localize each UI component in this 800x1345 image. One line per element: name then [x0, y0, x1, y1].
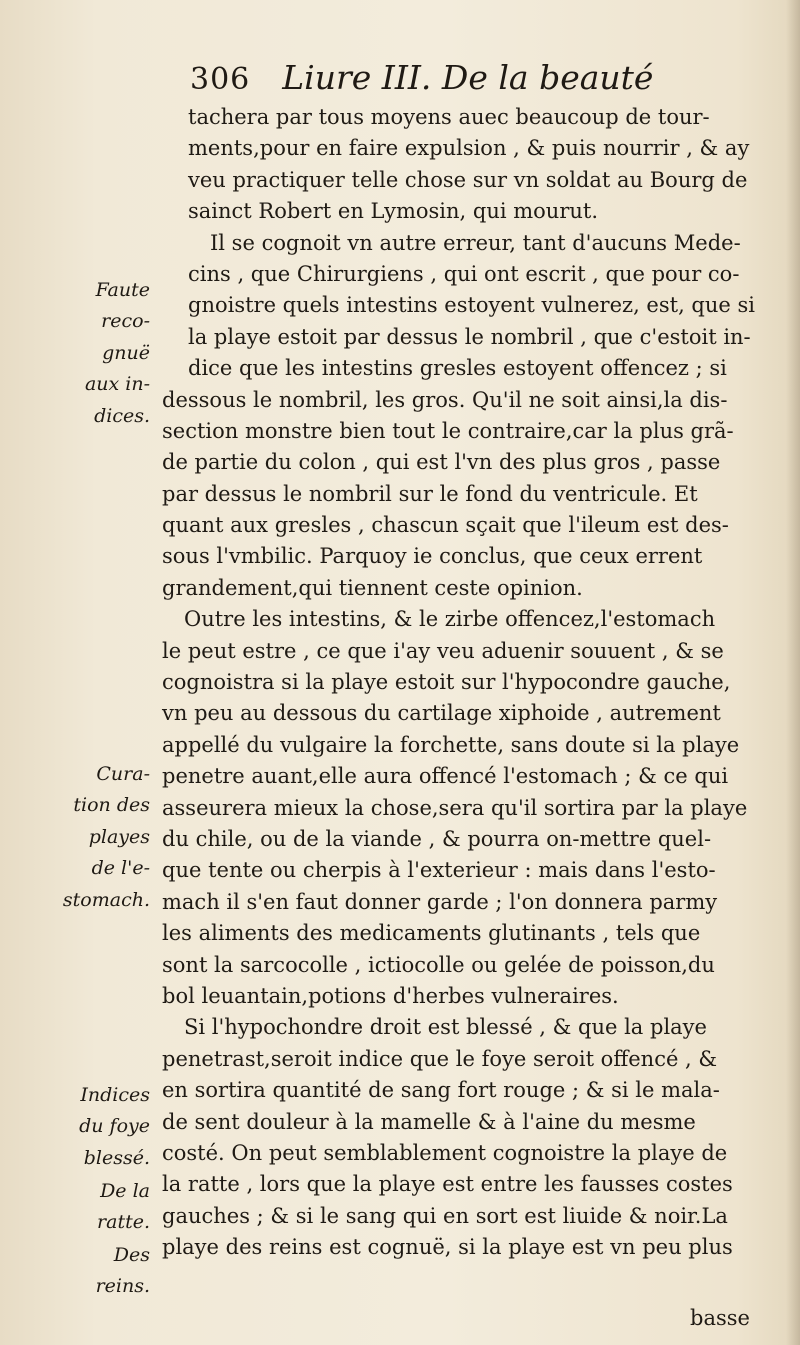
- catchword: basse: [690, 1306, 750, 1330]
- marginal-note-line: Des: [113, 1244, 150, 1266]
- running-title: Liure III. De la beauté: [282, 58, 654, 97]
- text-line: Il se cognoit vn autre erreur, tant d'aucuns Mede-: [210, 230, 741, 255]
- text-line: la playe estoit par dessus le nombril , que c'estoit in-: [188, 324, 751, 349]
- marginal-note-line: tion des: [73, 794, 150, 817]
- text-line: grandement,qui tiennent ceste opinion.: [162, 575, 583, 600]
- marginal-note-line: De la: [100, 1180, 150, 1202]
- text-line: cognoistra si la playe estoit sur l'hypocondre gauche,: [162, 670, 731, 695]
- marginal-note-line: Indices: [80, 1084, 150, 1106]
- marginal-note-line: gnuë: [102, 341, 150, 364]
- marginal-note-line: playes: [88, 825, 150, 848]
- marginal-note-line: de l'e-: [91, 857, 150, 880]
- marginal-note-line: aux in-: [84, 373, 150, 396]
- text-line: les aliments des medicaments glutinants , tels que: [162, 921, 701, 946]
- text-line: mach il s'en faut donner garde ; l'on donnera parmy: [162, 889, 718, 914]
- text-line: gnoistre quels intestins estoyent vulnerez, est, que si: [188, 293, 755, 318]
- marginal-note-line: ratte.: [97, 1211, 150, 1234]
- marginal-note-line: blessé.: [83, 1146, 150, 1169]
- text-line: asseurera mieux la chose,sera qu'il sortira par la playe: [162, 795, 748, 820]
- text-line: vn peu au dessous du cartilage xiphoide , autrement: [162, 701, 721, 726]
- text-line: gauches ; & si le sang qui en sort est liuide & noir.La: [162, 1203, 728, 1228]
- text-line: quant aux gresles , chascun sçait que l'ileum est des-: [162, 513, 729, 538]
- text-line: playe des reins est cognuë, si la playe est vn peu plus: [162, 1235, 733, 1260]
- text-line: sont la sarcocolle , ictiocolle ou gelée de poisson,du: [162, 952, 715, 977]
- page-number: 306: [190, 62, 251, 97]
- text-line: penetre auant,elle aura offencé l'estomach ; & ce qui: [162, 764, 729, 789]
- text-line: section monstre bien tout le contraire,car la plus grã-: [162, 418, 734, 443]
- marginal-note-line: du foye: [79, 1115, 150, 1138]
- marginal-note-line: dices.: [94, 404, 150, 427]
- text-line: costé. On peut semblablement cognoistre la playe de: [162, 1140, 728, 1165]
- text-line: bol leuantain,potions d'herbes vulneraires.: [162, 983, 619, 1008]
- text-line: en sortira quantité de sang fort rouge ; & si le mala-: [162, 1078, 720, 1103]
- marginal-note-indices-foye: [40, 1080, 150, 1174]
- text-line: Si l'hypochondre droit est blessé , & que la playe: [184, 1015, 707, 1040]
- marginal-note-curation: [40, 759, 150, 916]
- text-line: que tente ou cherpis à l'exterieur : mais dans l'esto-: [162, 858, 716, 883]
- marginal-note-line: stomach.: [62, 888, 150, 911]
- text-line: dice que les intestins gresles estoyent offencez ; si: [188, 356, 727, 381]
- text-line: tachera par tous moyens auec beaucoup de tour-: [188, 105, 710, 129]
- page-header: [190, 58, 710, 106]
- marginal-note-line: reco-: [101, 310, 150, 333]
- text-line: la ratte , lors que la playe est entre les fausses costes: [162, 1172, 733, 1197]
- text-line: penetrast,seroit indice que le foye seroit offencé , &: [162, 1046, 718, 1071]
- text-line: de partie du colon , qui est l'vn des plus gros , passe: [162, 450, 721, 475]
- page-edge-shadow: [786, 0, 800, 1345]
- text-line: appellé du vulgaire la forchette, sans doute si la playe: [162, 732, 740, 757]
- text-line: veu practiquer telle chose sur vn soldat au Bourg de: [188, 167, 748, 192]
- marginal-note-reins: [40, 1240, 150, 1303]
- text-line: dessous le nombril, les gros. Qu'il ne soit ainsi,la dis-: [162, 387, 728, 412]
- marginal-note-line: Faute: [95, 279, 150, 301]
- text-line: de sent douleur à la mamelle & à l'aine du mesme: [162, 1109, 696, 1134]
- text-line: ments,pour en faire expulsion , & puis nourrir , & ay: [188, 136, 750, 161]
- marginal-note-line: Cura-: [96, 763, 150, 785]
- text-line: sainct Robert en Lymosin, qui mourut.: [188, 199, 599, 224]
- text-line: Outre les intestins, & le zirbe offencez,l'estomach: [184, 607, 716, 632]
- text-line: cins , que Chirurgiens , qui ont escrit , que pour co-: [188, 261, 740, 286]
- marginal-note-faute: [40, 275, 150, 432]
- text-line: par dessus le nombril sur le fond du ventricule. Et: [162, 481, 698, 506]
- marginal-note-line: reins.: [95, 1275, 150, 1298]
- marginal-note-ratte: [40, 1176, 150, 1239]
- body-text: [140, 102, 770, 1263]
- text-line: du chile, ou de la viande , & pourra on-mettre quel-: [162, 826, 712, 851]
- text-line: sous l'vmbilic. Parquoy ie conclus, que ceux errent: [162, 544, 703, 569]
- text-line: le peut estre , ce que i'ay veu aduenir souuent , & se: [162, 638, 724, 663]
